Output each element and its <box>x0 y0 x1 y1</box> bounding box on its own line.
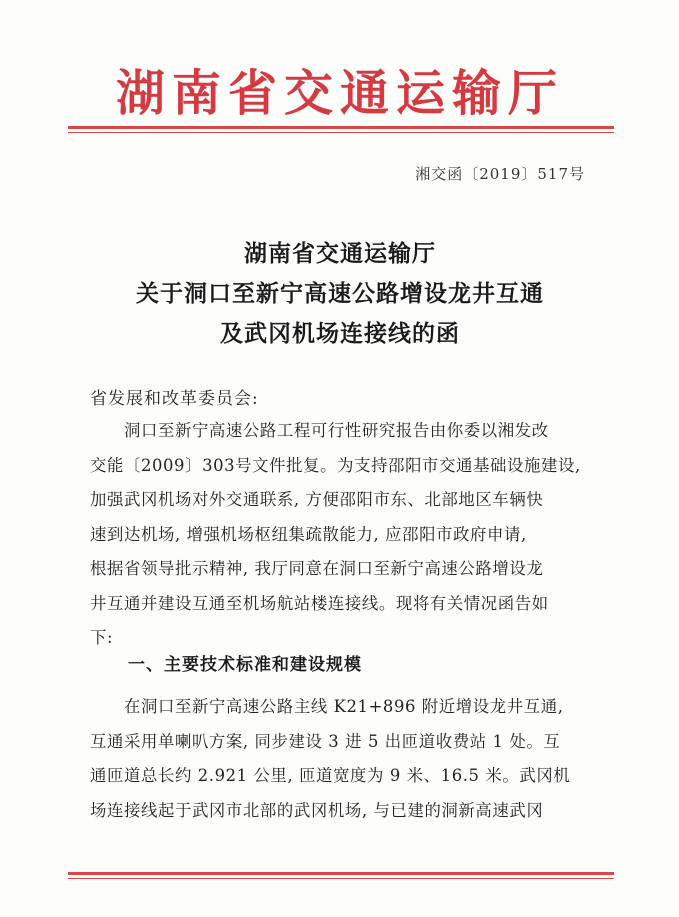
section-heading: 一、主要技术标准和建设规模 <box>128 655 362 675</box>
paragraph-1 <box>90 414 590 656</box>
paragraph-line: 根据省领导批示精神, 我厅同意在洞口至新宁高速公路增设龙 <box>90 559 544 578</box>
letterhead-rule-thin <box>68 132 614 133</box>
document-title <box>70 234 610 354</box>
paragraph-line: 洞口至新宁高速公路工程可行性研究报告由你委以湘发改 <box>90 421 549 440</box>
title-line: 及武冈机场连接线的函 <box>220 320 460 347</box>
paragraph-line: 交能〔2009〕303号文件批复。为支持邵阳市交通基础设施建设, <box>90 455 581 475</box>
paragraph-line: 在洞口至新宁高速公路主线 K21+896 附近增设龙井互通, <box>90 697 564 716</box>
paragraph-line: 井互通并建设互通至机场航站楼连接线。现将有关情况函告如 <box>90 593 549 613</box>
paragraph-line: 通匝道总长约 2.921 公里, 匝道宽度为 9 米、16.5 米。武冈机 <box>90 766 571 785</box>
title-line: 关于洞口至新宁高速公路增设龙井互通 <box>136 280 544 307</box>
footer-rule-thick <box>68 872 614 875</box>
title-line: 湖南省交通运输厅 <box>244 240 436 267</box>
paragraph-line: 下: <box>90 628 114 647</box>
paragraph-2 <box>90 690 590 828</box>
paragraph-line: 互通采用单喇叭方案, 同步建设 3 进 5 出匝道收费站 1 处。互 <box>90 731 561 751</box>
paragraph-line: 场连接线起于武冈市北部的武冈机场, 与已建的洞新高速武冈 <box>90 800 544 820</box>
letterhead-agency-name: 湖南省交通运输厅 <box>115 64 564 122</box>
letterhead-rule-thick <box>68 126 614 129</box>
footer-rule-thin <box>68 878 614 879</box>
document-number: 湘交函〔2019〕517号 <box>415 165 585 183</box>
paragraph-line: 速到达机场, 增强机场枢纽集疏散能力, 应邵阳市政府申请, <box>90 524 527 544</box>
salutation: 省发展和改革委员会: <box>90 389 259 409</box>
paragraph-line: 加强武冈机场对外交通联系, 方便邵阳市东、北部地区车辆快 <box>90 490 544 509</box>
